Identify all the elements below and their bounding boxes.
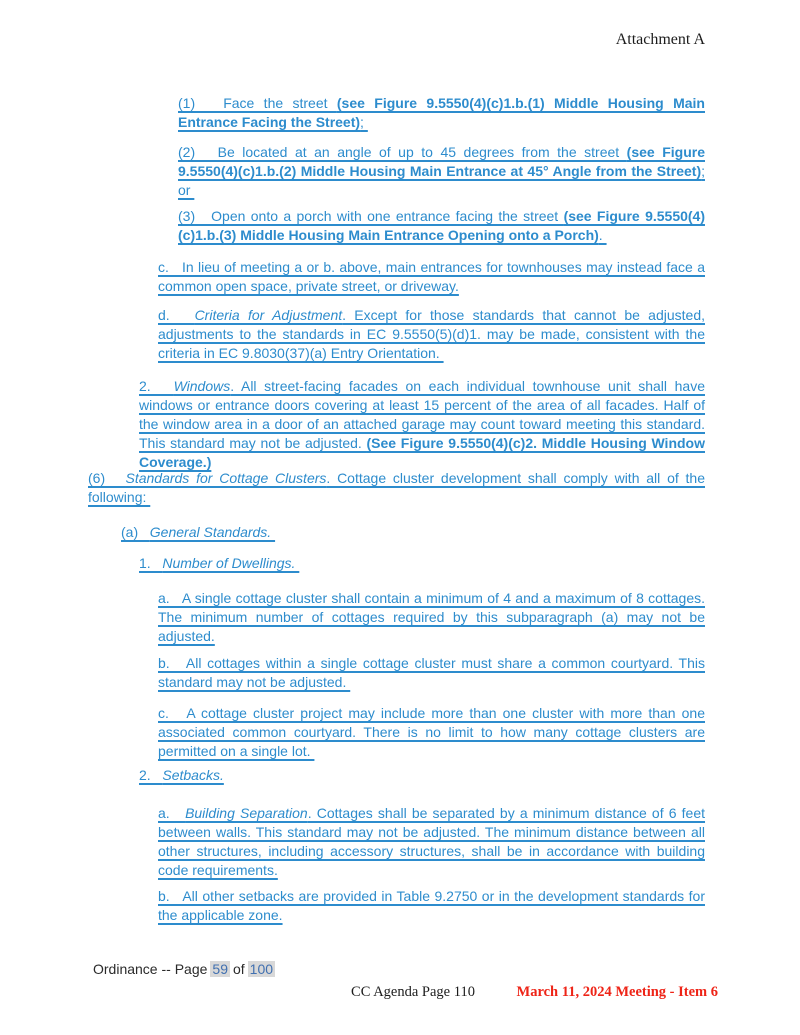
paragraph [139, 377, 705, 472]
text-segment: (2) Be located at an angle of up to 45 degrees from the street [178, 144, 627, 160]
text-segment: (6) [88, 470, 126, 486]
paragraph [158, 887, 705, 925]
text-segment: Criteria for Adjustment [194, 307, 343, 323]
text-segment: 2. [139, 378, 174, 394]
page-total-field: 100 [249, 961, 274, 977]
text-segment: (see Figure 9.5550(4)(c)1.b.(1) Middle Housing Main Entrance Facing the Street) [178, 95, 705, 130]
text-segment: ; [360, 114, 368, 130]
text-segment: Building Separation [185, 805, 308, 821]
text-segment: . [598, 227, 607, 243]
attachment-label: Attachment A [615, 31, 705, 48]
text-segment: . Cottage cluster development shall comply with all of the following: [88, 470, 705, 505]
text-segment: (See Figure 9.5550(4)(c)2. Middle Housing Window Coverage.) [139, 435, 705, 470]
text-segment: a. A single cottage cluster shall contain a minimum of 4 and a maximum of 8 cottages. The minimum number of cottages required by this subparagraph (a) may not be adjusted. [158, 590, 705, 644]
text-segment: (see Figure 9.5550(4)(c)1.b.(3) Middle Housing Main Entrance Opening onto a Porch) [178, 208, 705, 243]
text-segment: 2. [139, 767, 163, 783]
text-segment: . Cottages shall be separated by a minimum distance of 6 feet between walls. This standard may not be adjusted. The minimum distance between all other structures, including accessory structures, shall be in accordance with building code requirements. [158, 805, 706, 878]
paragraph [158, 589, 705, 646]
paragraph [178, 94, 705, 132]
footer-row [108, 984, 718, 1002]
text-segment: General Standards. [149, 524, 276, 540]
paragraph [139, 554, 705, 573]
paragraph [178, 143, 705, 200]
text-segment: (3) Open onto a porch with one entrance facing the street [178, 208, 564, 224]
text-segment: c. In lieu of meeting a or b. above, main entrances for townhouses may instead face a common open space, private street, or driveway. [158, 259, 705, 294]
of-label: of [232, 961, 245, 977]
paragraph [158, 258, 705, 296]
text-segment: b. All other setbacks are provided in Table 9.2750 or in the development standards for the applicable zone. [158, 888, 705, 923]
paragraph [139, 766, 705, 785]
text-segment: Windows [173, 378, 231, 394]
text-segment: d. [158, 307, 195, 323]
text-segment: Standards for Cottage Clusters [125, 470, 327, 486]
text-segment: (a) [121, 524, 150, 540]
text-segment: c. A cottage cluster project may include more than one cluster with more than one associated common courtyard. There is no limit to how many cottage clusters are permitted on a single lot. [158, 705, 705, 759]
paragraph [88, 469, 705, 507]
paragraph [158, 654, 705, 692]
text-segment: Number of Dwellings. [162, 555, 300, 571]
text-segment: b. All cottages within a single cottage cluster must share a common courtyard. This standard may not be adjusted. [158, 655, 705, 690]
ordinance-prefix: Ordinance -- Page [93, 961, 208, 977]
paragraph [158, 704, 705, 761]
paragraph [121, 523, 705, 542]
paragraph [158, 306, 705, 363]
text-segment: (1) Face the street [178, 95, 337, 111]
text-segment: (see Figure 9.5550(4)(c)1.b.(2) Middle Housing Main Entrance at 45° Angle from the Street) [178, 144, 705, 179]
text-segment: Setbacks. [162, 767, 224, 783]
agenda-page-label: CC Agenda Page 110 [351, 984, 475, 1000]
text-segment: a. [158, 805, 186, 821]
text-segment: ; or [178, 163, 705, 198]
paragraph [158, 804, 705, 880]
text-segment: . Except for those standards that cannot be adjusted, adjustments to the standards in EC 9.5550(5)(d)1. may be made, consistent with the criteria in EC 9.8030(37)(a) Entry Orientation. [158, 307, 705, 361]
meeting-item-label: March 11, 2024 Meeting - Item 6 [516, 984, 718, 1000]
ordinance-page-line [93, 961, 278, 977]
text-segment: 1. [139, 555, 163, 571]
body-paragraphs [88, 0, 705, 1035]
page-number-field: 59 [212, 961, 228, 977]
text-segment: . All street-facing facades on each individual townhouse unit shall have windows or entrance doors covering at least 15 percent of the area of all facades. Half of the window area in a door of an attached garage may count toward meeting this standard. This standard may not be adjusted. [139, 378, 705, 451]
paragraph [178, 207, 705, 245]
